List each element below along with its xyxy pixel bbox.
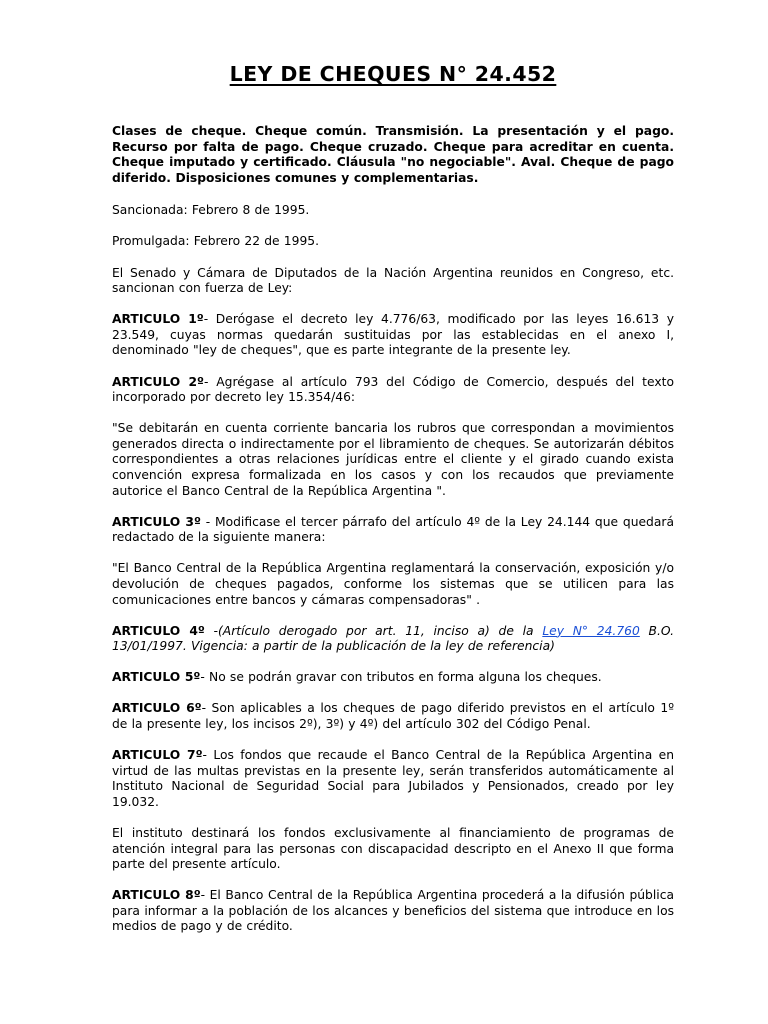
article-5-text: - No se podrán gravar con tributos en forma alguna los cheques. — [200, 670, 602, 685]
article-7-extra: El instituto destinará los fondos exclusivamente al financiamiento de programas de atención integral para las personas con discapacidad descripto en el Anexo II que forma parte del presente artículo. — [112, 826, 674, 872]
article-6-text: - Son aplicables a los cheques de pago diferido previstos en el artículo 1º de la presente ley, los incisos 2º), 3º) y 4º) del artículo 302 del Código Penal. — [112, 701, 674, 732]
law-24760-link[interactable]: Ley N° 24.760 — [542, 623, 640, 638]
article-5 — [112, 670, 674, 686]
article-4-text-before: -(Artículo derogado por art. 11, inciso a) de la — [204, 623, 543, 638]
article-2-text: - Agrégase al artículo 793 del Código de Comercio, después del texto incorporado por decreto ley 15.354/46: — [112, 374, 674, 405]
article-6-label: ARTICULO 6º — [112, 701, 202, 716]
article-7-text: - Los fondos que recaude el Banco Central de la República Argentina en virtud de las multas previstas en la presente ley, serán transferidos automáticamente al Instituto Nacional de Seguridad Social para Jubilados y Pensionados, creado por ley 19.032. — [112, 748, 674, 809]
article-2-quote: "Se debitarán en cuenta corriente bancaria los rubros que correspondan a movimientos generados directa o indirectamente por el libramiento de cheques. Se autorizarán débitos correspondientes a otras relaciones jurídicas entre el cliente y el girado cuando exista convención expresa formalizada en los casos y con los recaudos que previamente autorice el Banco Central de la República Argentina ". — [112, 421, 674, 498]
preamble: El Senado y Cámara de Diputados de la Nación Argentina reunidos en Congreso, etc. sancionan con fuerza de Ley: — [112, 265, 674, 296]
law-summary: Clases de cheque. Cheque común. Transmisión. La presentación y el pago. Recurso por falta de pago. Cheque cruzado. Cheque para acreditar en cuenta. Cheque imputado y certificado. Cláusula "no negociable". Aval. Cheque de pago diferido. Disposiciones comunes y complementarias. — [112, 124, 674, 185]
article-4 — [112, 624, 674, 655]
article-2-label: ARTICULO 2º — [112, 374, 204, 389]
article-8 — [112, 888, 674, 935]
article-1-text: - Derógase el decreto ley 4.776/63, modificado por las leyes 16.613 y 23.549, cuyas normas quedarán sustituidas por las establecidas en el anexo I, denominado "ley de cheques", que es parte integrante de la presente ley. — [112, 312, 674, 358]
article-4-label: ARTICULO 4º — [112, 623, 205, 638]
article-7 — [112, 748, 674, 810]
article-3-quote: "El Banco Central de la República Argentina reglamentará la conservación, exposición y/o devolución de cheques pagados, conforme los sistemas que se utilicen para las comunicaciones entre bancos y cámaras compensadoras" . — [112, 561, 674, 607]
article-3 — [112, 515, 674, 546]
article-5-label: ARTICULO 5º — [112, 670, 201, 685]
promulgation-date: Promulgada: Febrero 22 de 1995. — [112, 234, 320, 249]
document-title: LEY DE CHEQUES N° 24.452 — [229, 62, 557, 86]
article-7-label: ARTICULO 7º — [112, 748, 203, 763]
article-1 — [112, 312, 674, 359]
article-3-label: ARTICULO 3º — [112, 514, 201, 529]
article-4-text-after: B.O. 13/01/1997. Vigencia: a partir de la publicación de la ley de referencia) — [112, 623, 674, 654]
sanction-date: Sancionada: Febrero 8 de 1995. — [112, 203, 310, 218]
article-8-text: - El Banco Central de la República Argentina procederá a la difusión pública para informar a la población de los alcances y beneficios del sistema que introduce en los medios de pago y de crédito. — [112, 888, 674, 934]
article-8-label: ARTICULO 8º — [112, 888, 201, 903]
article-1-label: ARTICULO 1º — [112, 312, 204, 327]
article-6 — [112, 701, 674, 732]
article-2 — [112, 375, 674, 406]
article-3-text: - Modificase el tercer párrafo del artículo 4º de la Ley 24.144 que quedará redactado de la siguiente manera: — [112, 514, 674, 545]
